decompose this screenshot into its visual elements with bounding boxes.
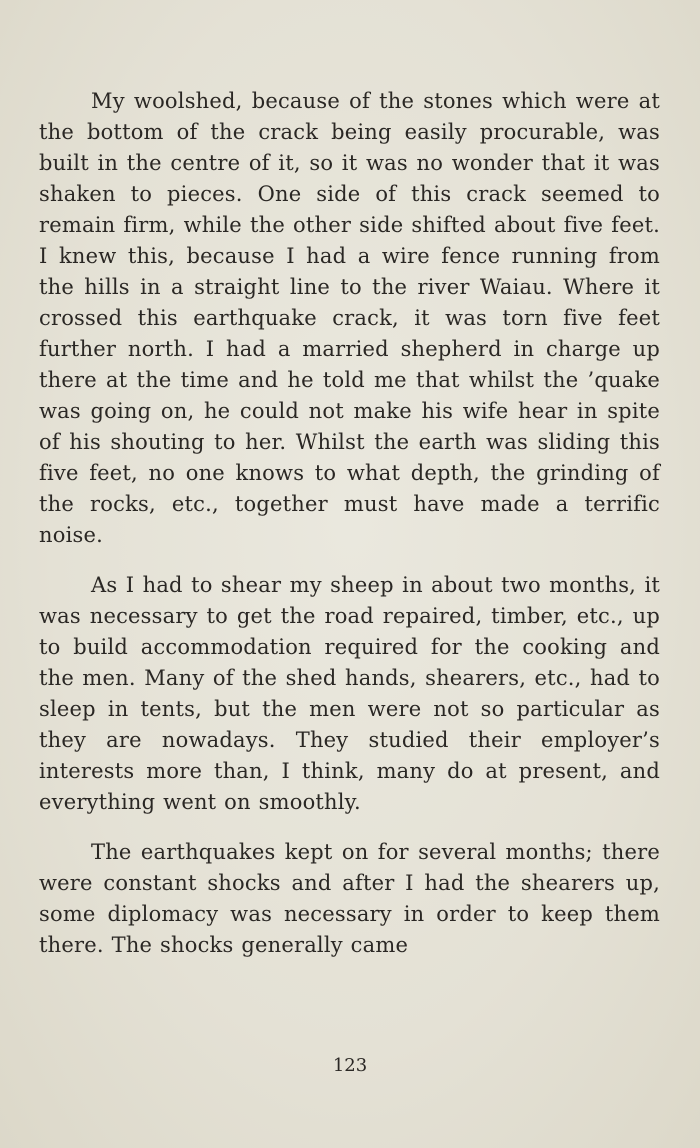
paragraph-2: As I had to shear my sheep in about two months, it was necessary to get the road repaired, timber, etc., up to build accommodation required for the cooking and the men. Many of the shed hands, shearers, etc., had to sleep in tents, but the men were not so particular as they are nowadays. They studied their employer’s interests more than, I think, many do at present, and everything went on smoothly. [39,573,660,814]
page-number: 123 [332,1055,368,1076]
paragraph-3: The earthquakes kept on for several months; there were constant shocks and after I had the shearers up, some diplomacy was necessary in order to keep them there. The shocks generally came [39,840,660,957]
body-text [39,86,660,980]
paragraph-1: My woolshed, because of the stones which were at the bottom of the crack being easily procurable, was built in the centre of it, so it was no wonder that it was shaken to pieces. One side of this crack seemed to remain firm, while the other side shifted about five feet. I knew this, because I had a wire fence running from the hills in a straight line to the river Waiau. Where it crossed this earthquake crack, it was torn five feet further north. I had a married shepherd in charge up there at the time and he told me that whilst the ’quake was going on, he could not make his wife hear in spite of his shouting to her. Whilst the earth was sliding this five feet, no one knows to what depth, the grinding of the rocks, etc., together must have made a terrific noise. [39,89,660,547]
